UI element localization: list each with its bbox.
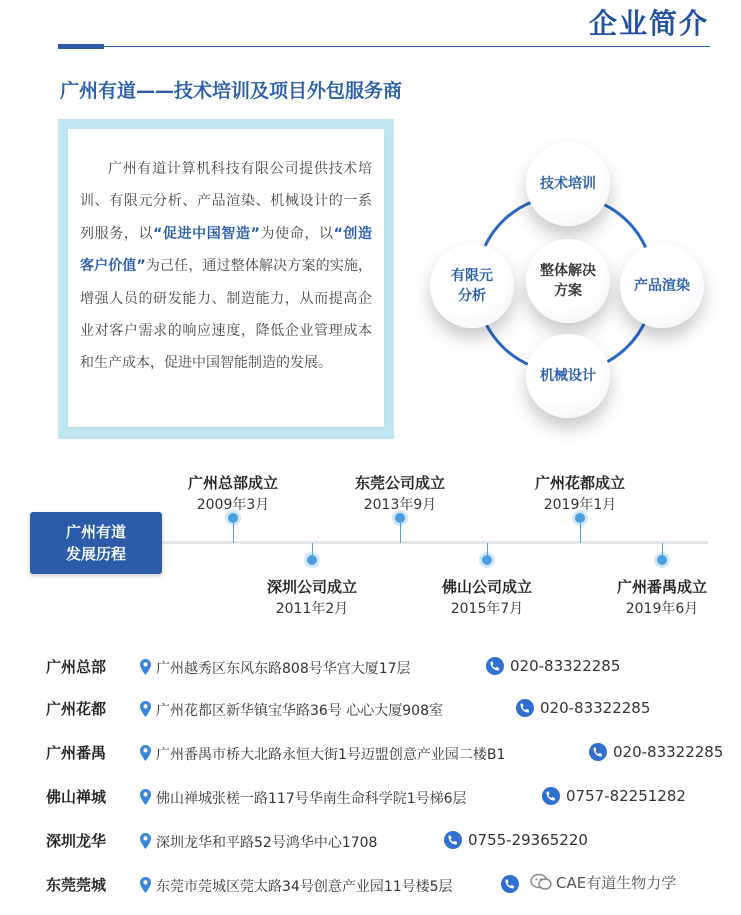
timeline-event-date: 2019年1月 (543, 497, 617, 513)
service-training-label: 技术培训 (540, 176, 596, 192)
service-mech-label: 机械设计 (540, 368, 596, 384)
wechat-icon (530, 873, 552, 891)
office-city: 广州番禺 (46, 744, 107, 762)
timeline-event-title: 佛山公司成立 (441, 578, 532, 596)
timeline-stem (312, 543, 313, 555)
timeline-event-title: 广州总部成立 (187, 474, 278, 492)
timeline-dot (395, 513, 405, 523)
office-address: 东莞市莞城区莞太路34号创意产业园11号楼5层 (156, 879, 453, 895)
location-pin-icon (140, 833, 151, 849)
office-city: 广州总部 (46, 658, 107, 676)
timeline-event-date: 2013年9月 (363, 497, 437, 513)
timeline-event-title: 深圳公司成立 (266, 578, 357, 596)
phone-icon (516, 699, 534, 717)
location-pin-icon (140, 789, 151, 805)
timeline-dot (228, 513, 238, 523)
office-phone: 0757-82251282 (566, 787, 686, 805)
page-title: 企业简介 (588, 7, 709, 40)
phone-icon (542, 787, 560, 805)
header-accent-bar (58, 44, 104, 49)
phone-icon (589, 743, 607, 761)
timeline-stem (233, 523, 234, 543)
timeline-stem (662, 543, 663, 555)
office-address: 深圳龙华和平路52号鸿华中心1708 (156, 835, 378, 851)
office-city: 广州花都 (46, 700, 107, 718)
timeline-dot (575, 513, 585, 523)
intro-text-part: 为己任，通过整体解决方案的实施，增强人员的研发能力、制造能力，从而提高企业对客户需求的响应速度，降低企业管理成本和生产成本，促进中国智能制造的发展。 (80, 258, 373, 372)
office-address: 广州花都区新华镇宝华路36号 心心大厦908室 (156, 703, 443, 719)
timeline-badge-line-2: 发展历程 (65, 545, 126, 563)
timeline-event-title: 广州番禺成立 (616, 578, 707, 596)
service-center-label-2: 方案 (554, 283, 582, 299)
timeline-dot (657, 555, 667, 565)
timeline-dot (307, 555, 317, 565)
timeline-event-date: 2009年3月 (196, 497, 270, 513)
timeline-badge (30, 512, 162, 574)
office-row (0, 786, 741, 810)
office-city: 佛山禅城 (46, 788, 107, 806)
office-phone: 020-83322285 (510, 657, 621, 675)
phone-icon (486, 657, 504, 675)
intro-highlight-mission: “促进中国智造” (153, 225, 260, 242)
service-center-label-1: 整体解决 (540, 263, 596, 279)
section-subtitle: 广州有道——技术培训及项目外包服务商 (60, 80, 403, 102)
service-fea-label-1: 有限元 (451, 268, 493, 284)
service-fea-label-2: 分析 (458, 288, 486, 304)
location-pin-icon (140, 701, 151, 717)
office-phone: 020-83322285 (613, 743, 724, 761)
location-pin-icon (140, 745, 151, 761)
service-render (620, 244, 704, 328)
timeline-event-date: 2011年2月 (275, 601, 349, 617)
service-mech (526, 334, 610, 418)
intro-paragraph (80, 153, 372, 380)
location-pin-icon (140, 659, 151, 675)
office-city: 深圳龙华 (46, 832, 107, 850)
office-phone: 020-83322285 (540, 699, 651, 717)
timeline-event-date: 2019年6月 (625, 601, 699, 617)
office-city: 东莞莞城 (46, 876, 107, 894)
timeline-event-title: 广州花都成立 (534, 474, 625, 492)
timeline-event-title: 东莞公司成立 (354, 474, 445, 492)
office-address: 广州越秀区东风东路808号华宫大厦17层 (156, 661, 411, 677)
timeline-stem (400, 523, 401, 543)
intro-text-part: 广州有道计算机科技有限公司提供技术培训、有限元分析、产品渲染、机械设计的一系列服务，以 (80, 161, 372, 242)
service-fea (430, 244, 514, 328)
timeline-badge-line-1: 广州有道 (65, 523, 126, 541)
timeline-dot (482, 555, 492, 565)
service-center (526, 239, 610, 323)
service-training (526, 142, 610, 226)
timeline-stem (580, 523, 581, 543)
watermark-text: CAE有道生物力学 (556, 874, 677, 892)
intro-card (68, 129, 384, 427)
office-address: 佛山禅城张槎一路117号华南生命科学院1号梯6层 (156, 791, 467, 807)
phone-icon (444, 831, 462, 849)
phone-icon (501, 875, 519, 893)
office-row (0, 830, 741, 854)
timeline-stem (487, 543, 488, 555)
service-render-label: 产品渲染 (634, 278, 690, 294)
timeline-axis (160, 541, 708, 544)
office-row (0, 742, 741, 766)
office-row (0, 656, 741, 680)
header-divider (58, 46, 710, 47)
office-address: 广州番禺市桥大北路永恒大街1号迈盟创意产业园二楼B1 (156, 747, 506, 763)
office-row (0, 698, 741, 722)
intro-text-part: 为使命，以 (259, 225, 334, 242)
intro-highlight-value: “创造客户价值” (80, 225, 373, 275)
timeline-event-date: 2015年7月 (450, 601, 524, 617)
office-phone: 0755-29365220 (468, 831, 588, 849)
location-pin-icon (140, 877, 151, 893)
